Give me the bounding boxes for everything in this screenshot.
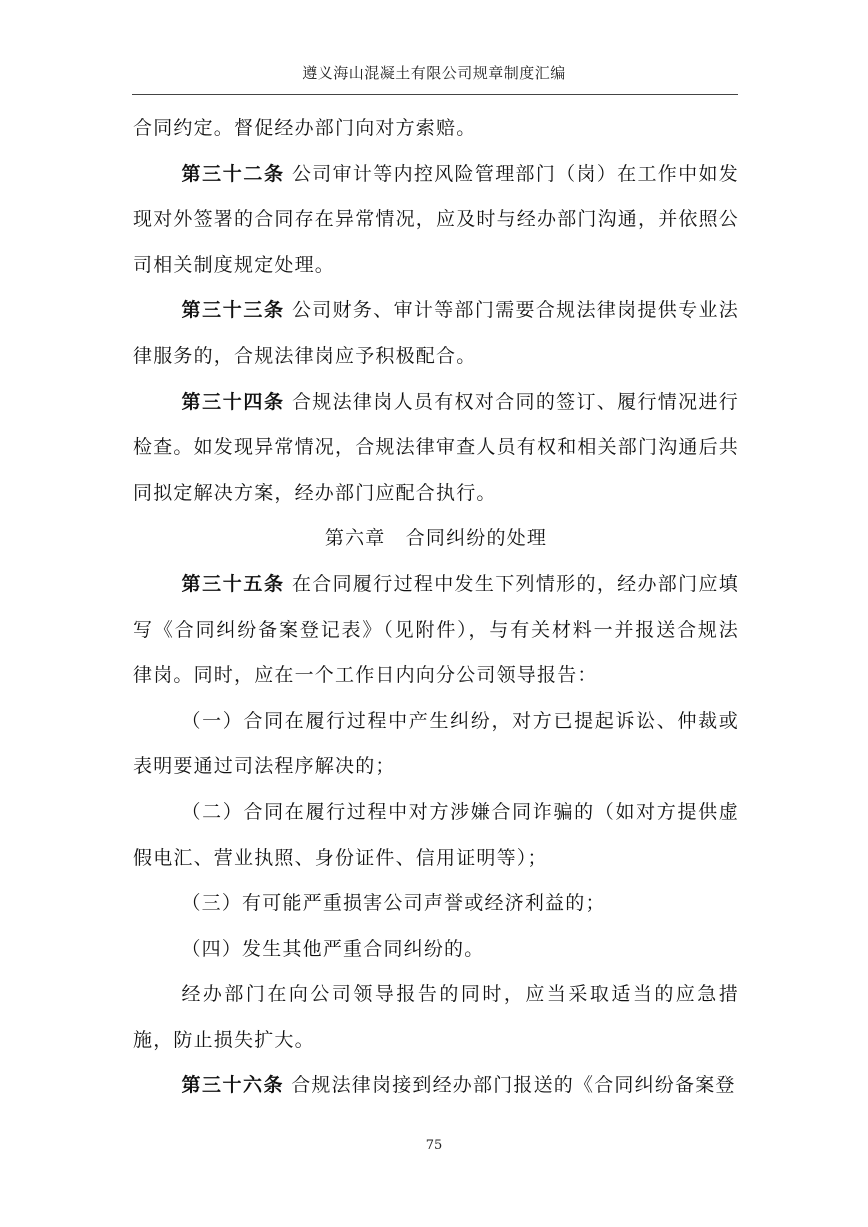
article-paragraph xyxy=(133,152,739,289)
article-number: 第三十二条 xyxy=(181,162,285,185)
body-paragraph xyxy=(133,972,739,1063)
page-header: 遵义海山混凝土有限公司规章制度汇编 xyxy=(302,64,566,82)
paragraph-text: 合规法律岗接到经办部门报送的《合同纠纷备案登 xyxy=(283,1074,736,1097)
paragraph-text: 公司财务、审计等部门需要合规法律岗提供专业法律服务的，合规法律岗应予积极配合。 xyxy=(133,299,739,367)
article-paragraph xyxy=(133,288,739,379)
paragraph-text: （二）合同在履行过程中对方涉嫌合同诈骗的（如对方提供虚假电汇、营业执照、身份证件、信用证明等）； xyxy=(133,800,739,869)
article-paragraph xyxy=(133,1063,739,1109)
paragraph-continuation xyxy=(133,106,739,152)
list-item-paragraph xyxy=(133,881,739,927)
paragraph-text: （三）有可能严重损害公司声誉或经济利益的； xyxy=(181,892,606,915)
article-paragraph xyxy=(133,562,739,699)
list-item-paragraph xyxy=(133,699,739,790)
paragraph-text: 公司审计等内控风险管理部门（岗）在工作中如发现对外签署的合同存在异常情况，应及时与经办部门沟通，并依照公司相关制度规定处理。 xyxy=(133,162,740,276)
paragraph-text: 合规法律岗人员有权对合同的签订、履行情况进行检查。如发现异常情况，合规法律审查人员有权和相关部门沟通后共同拟定解决方案，经办部门应配合执行。 xyxy=(133,390,740,504)
list-item-paragraph xyxy=(133,927,739,973)
header-divider xyxy=(132,94,738,95)
paragraph-text: 在合同履行过程中发生下列情形的，经办部门应填写《合同纠纷备案登记表》（见附件），与有关材料一并报送合规法律岗。同时，应在一个工作日内向分公司领导报告： xyxy=(133,572,739,687)
chapter-heading: 第六章 合同纠纷的处理 xyxy=(324,527,548,550)
article-number: 第三十五条 xyxy=(181,572,285,595)
document-body xyxy=(133,106,739,1109)
paragraph-text: （四）发生其他严重合同纠纷的。 xyxy=(181,937,485,960)
paragraph-text: 合同约定。督促经办部门向对方索赔。 xyxy=(133,117,477,139)
article-number: 第三十六条 xyxy=(181,1074,284,1097)
article-number: 第三十三条 xyxy=(181,299,285,322)
article-number: 第三十四条 xyxy=(181,390,285,413)
list-item-paragraph xyxy=(133,790,739,881)
article-paragraph xyxy=(133,380,739,517)
paragraph-text: 经办部门在向公司领导报告的同时，应当采取适当的应急措施，防止损失扩大。 xyxy=(133,983,739,1051)
page-number: 75 xyxy=(425,1138,443,1153)
paragraph-text: （一）合同在履行过程中产生纠纷，对方已提起诉讼、仲裁或表明要通过司法程序解决的； xyxy=(133,709,739,778)
